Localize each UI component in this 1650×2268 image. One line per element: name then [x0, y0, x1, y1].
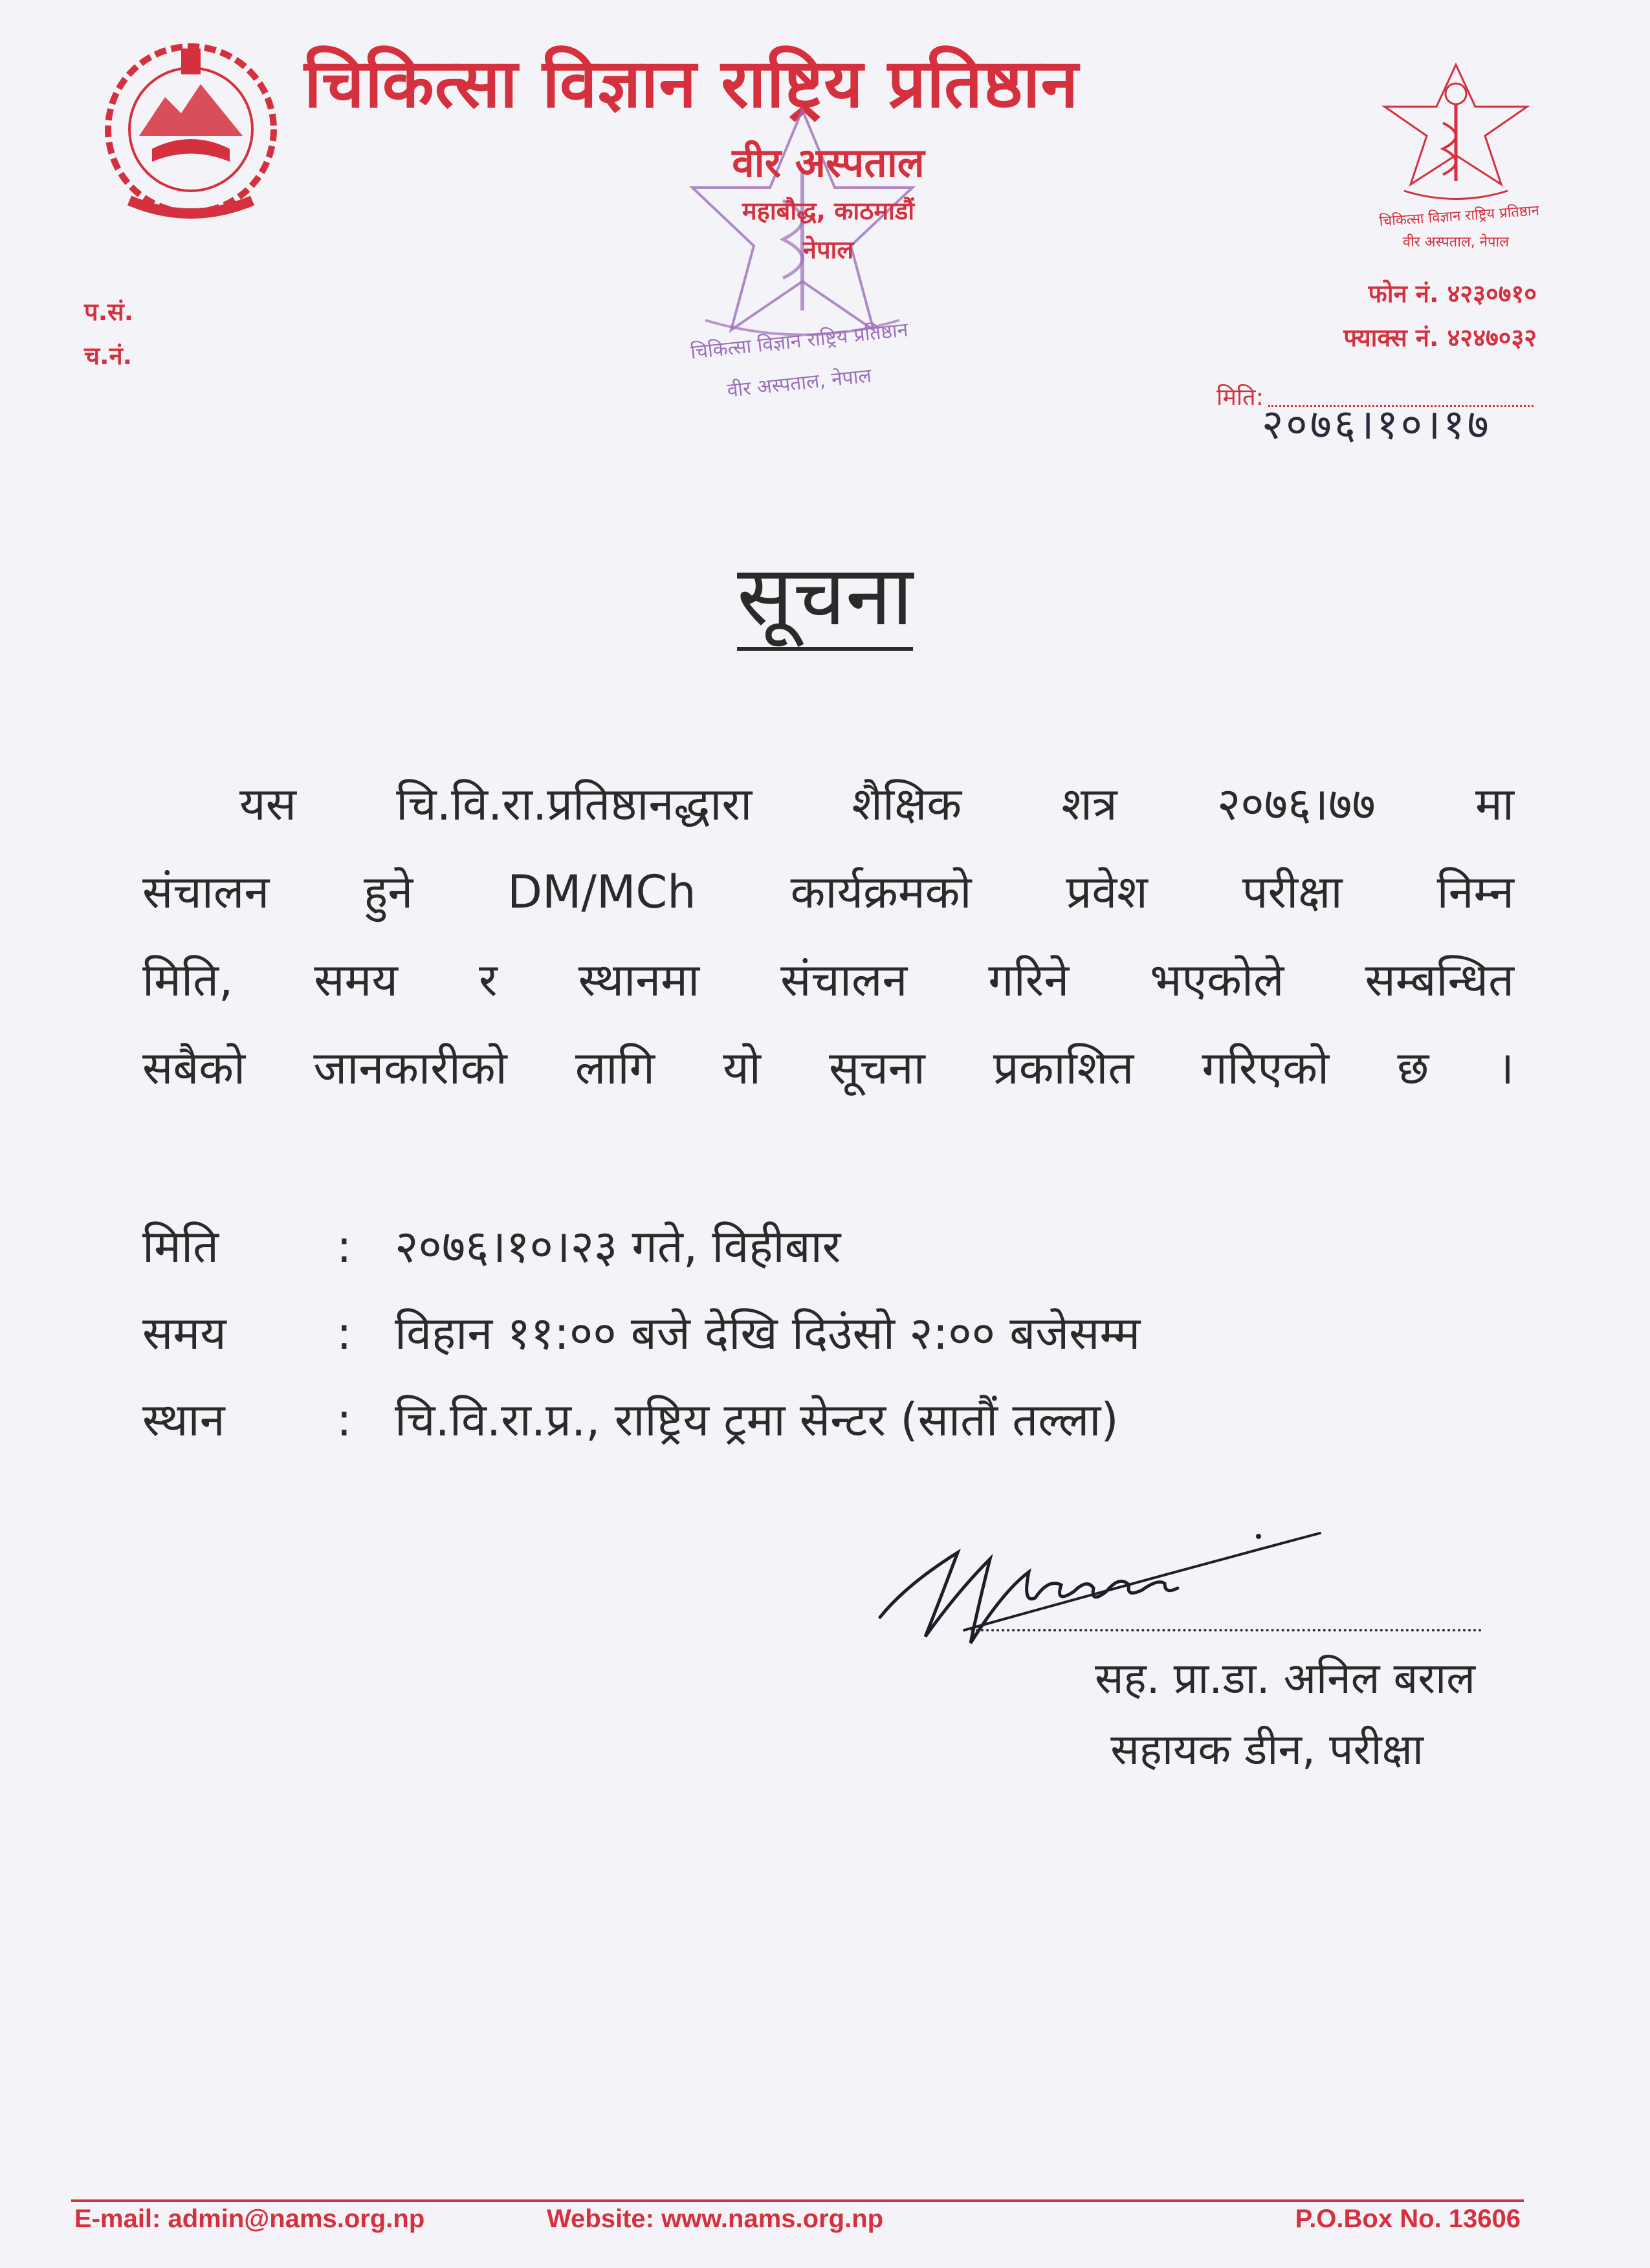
notice-body [142, 760, 1514, 1112]
detail-row-date [142, 1203, 1140, 1290]
date-label: मिति: [1216, 384, 1264, 411]
detail-value: चि.वि.रा.प्र., राष्ट्रिय ट्रमा सेन्टर (सातौं तल्ला) [395, 1393, 1119, 1446]
reference-fields [84, 290, 133, 378]
detail-label: स्थान [142, 1393, 225, 1446]
footer-email: E-mail: admin@nams.org.np [74, 2205, 425, 2233]
address-line-1: महाबौद्ध, काठमाडौं [742, 197, 915, 225]
body-line-1: यस चि.वि.रा.प्रतिष्ठानद्धारा शैक्षिक शत्र २०७६।७७ मा [239, 778, 1514, 831]
exam-details [142, 1203, 1140, 1463]
organization-name: चिकित्सा विज्ञान राष्ट्रिय प्रतिष्ठान [304, 44, 1079, 123]
detail-colon: : [336, 1393, 352, 1446]
body-line-3: मिति, समय र स्थानमा संचालन गरिने भएकोले सम्बन्धित [142, 954, 1514, 1007]
body-line-2: संचालन हुने DM/MCh कार्यक्रमको प्रवेश परीक्षा निम्न [142, 866, 1514, 919]
detail-colon: : [336, 1307, 352, 1360]
detail-label: समय [142, 1307, 226, 1360]
notice-title-text: सूचना [737, 548, 913, 651]
detail-label: मिति [142, 1220, 219, 1273]
date-value: २०७६।१०।१७ [1262, 401, 1491, 449]
handwritten-signature [867, 1507, 1346, 1656]
detail-row-venue [142, 1377, 1140, 1463]
signatory-block [958, 1643, 1475, 1785]
nepal-emblem-logo [91, 32, 291, 233]
emblem-subcaption: वीर अस्पताल, नेपाल [1402, 234, 1510, 250]
contact-numbers [1343, 272, 1537, 360]
detail-value: विहान ११:०० बजे देखि दिउंसो २:०० बजेसम्म [395, 1307, 1141, 1360]
notice-title [0, 536, 1650, 649]
address-line-2: नेपाल [802, 235, 854, 264]
footer-pobox: P.O.Box No. 13606 [1295, 2205, 1521, 2233]
ref-chn-label: च.नं. [84, 342, 133, 370]
stamp-line-2: वीर अस्पताल, नेपाल [726, 364, 873, 402]
detail-row-time [142, 1290, 1140, 1377]
detail-colon: : [336, 1220, 352, 1273]
hospital-name: वीर अस्पताल [732, 139, 925, 186]
phone-number: फोन नं. ४२३०७१० [1368, 279, 1537, 308]
signatory-designation: सहायक डीन, परीक्षा [1110, 1725, 1424, 1774]
body-line-4: सबैको जानकारीको लागि यो सूचना प्रकाशित गरिएको छ । [142, 1041, 1514, 1095]
signatory-name: सह. प्रा.डा. अनिल बराल [1094, 1653, 1475, 1703]
nams-emblem-logo [1378, 58, 1534, 207]
footer-divider [71, 2199, 1524, 2202]
ref-ps-label: प.सं. [84, 298, 134, 326]
emblem-caption: चिकित्सा विज्ञान राष्ट्रिय प्रतिष्ठान [1378, 202, 1540, 230]
footer-website: Website: www.nams.org.np [547, 2205, 884, 2233]
signature-line [971, 1629, 1482, 1631]
stamp-line-1: चिकित्सा विज्ञान राष्ट्रिय प्रतिष्ठान [689, 318, 909, 364]
hospital-address [686, 191, 971, 269]
detail-value: २०७६।१०।२३ गते, विहीबार [395, 1220, 841, 1273]
fax-number: फ्याक्स नं. ४२४७०३२ [1343, 323, 1537, 352]
